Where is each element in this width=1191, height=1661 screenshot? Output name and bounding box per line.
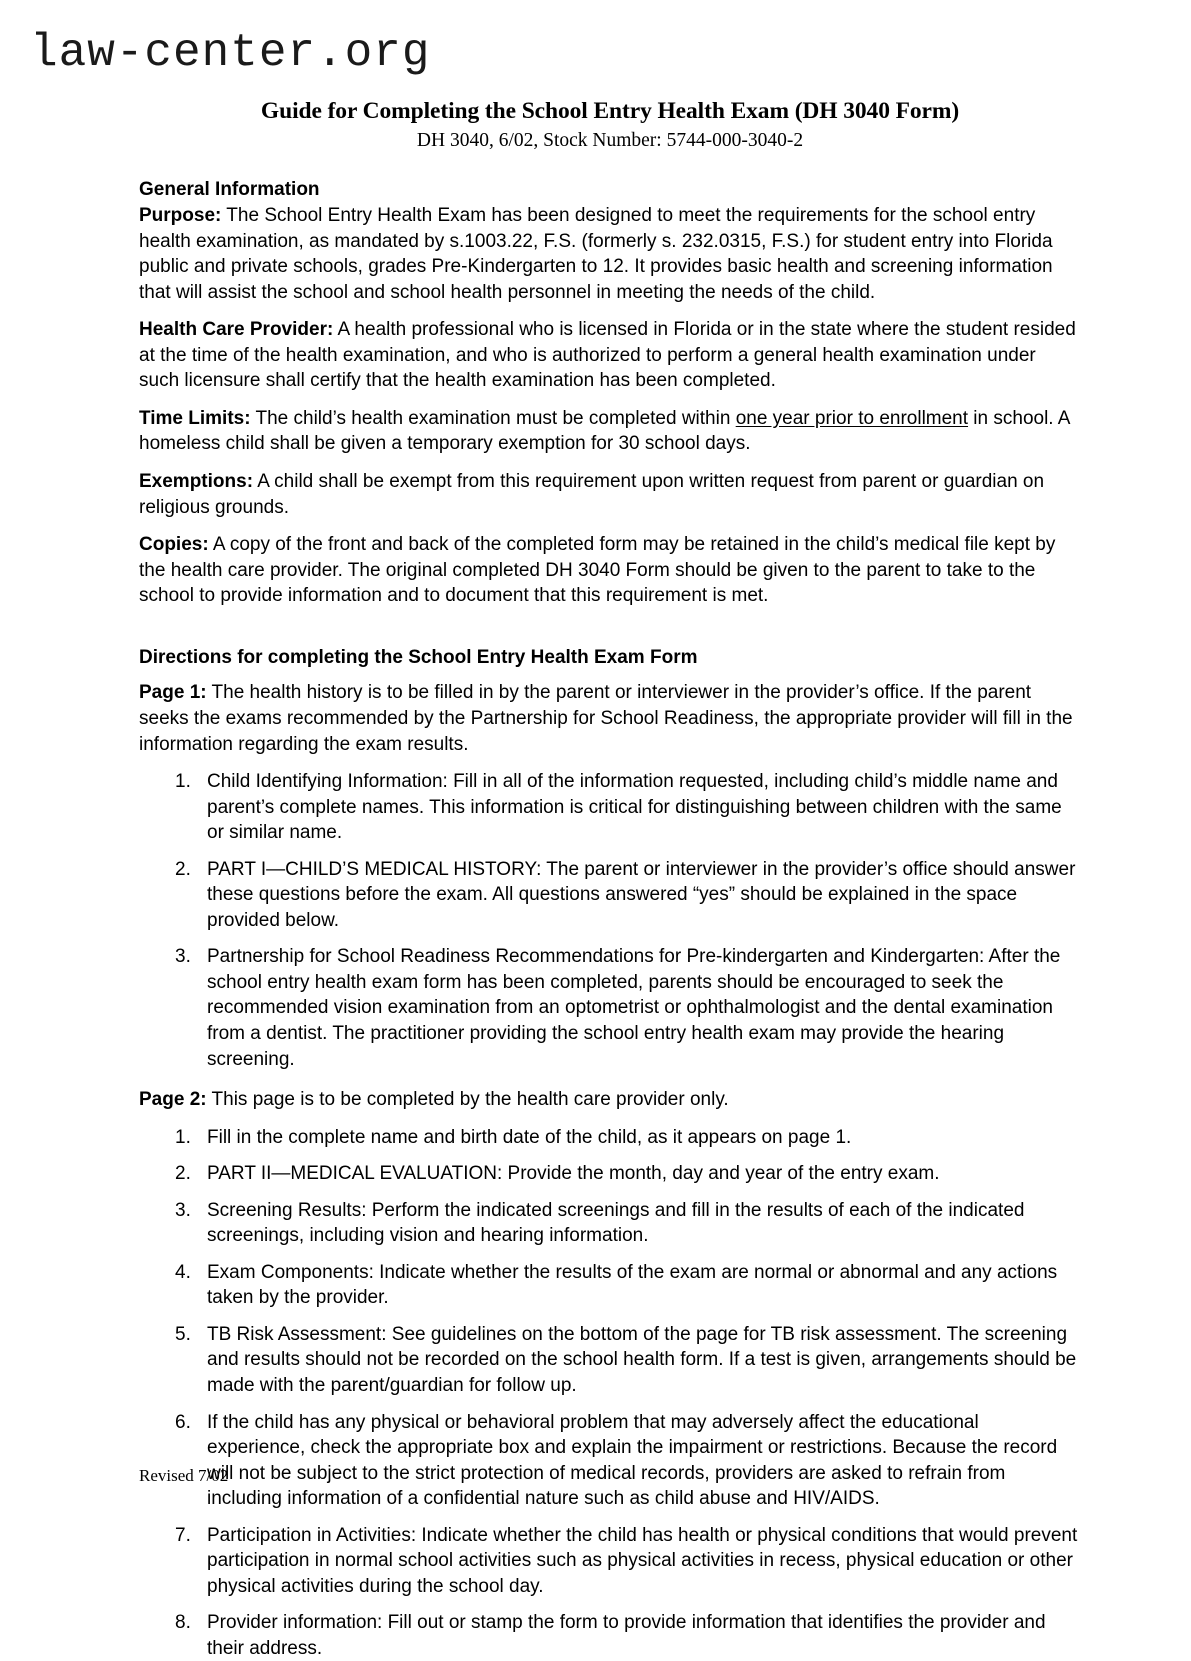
list-item-number: 1. (175, 771, 191, 793)
paragraph-copies (139, 532, 1081, 609)
heading-general-information: General Information (139, 179, 320, 201)
list-item (139, 1410, 1081, 1512)
list-item (139, 769, 1081, 846)
paragraph-page-1 (139, 680, 1081, 757)
site-watermark: law-center.org (30, 27, 431, 79)
paragraph-health-care-provider-label: Health Care Provider: (139, 319, 334, 341)
paragraph-exemptions-label: Exemptions: (139, 471, 254, 493)
paragraph-purpose (139, 203, 1081, 305)
list-item-text: Child Identifying Information: Fill in all of the information requested, including child’s middle name and parent’s complete names. This information is critical for distinguishing between children with the same or similar name. (207, 771, 1062, 844)
list-page-1-instructions (139, 769, 1081, 1072)
heading-directions: Directions for completing the School Entry Health Exam Form (139, 646, 698, 668)
list-item-text: If the child has any physical or behavioral problem that may adversely affect the educational experience, check the appropriate box and explain the impairment or restrictions. Because the record will not be subject to the strict protection of medical records, providers are asked to refrain from including information of a confidential nature such as child abuse and HIV/AIDS. (207, 1411, 1058, 1510)
paragraph-page-2-label: Page 2: (139, 1089, 207, 1111)
list-item-text: Screening Results: Perform the indicated screenings and fill in the results of each of the indicated screenings, including vision and hearing information. (207, 1199, 1025, 1247)
paragraph-copies-label: Copies: (139, 534, 209, 556)
document-header (139, 98, 1081, 152)
paragraph-time-limits-text-post: in school. A homeless child shall be given a temporary exemption for 30 school days. (139, 407, 1070, 455)
list-item-number: 6. (175, 1411, 191, 1433)
list-item-number: 7. (175, 1524, 191, 1546)
list-item-number: 3. (175, 946, 191, 968)
list-item (139, 944, 1081, 1072)
paragraph-purpose-text: The School Entry Health Exam has been designed to meet the requirements for the school entry health examination, as mandated by s.1003.22, F.S. (formerly s. 232.0315, F.S.) for student entry into Florida public and private schools, grades Pre-Kindergarten to 12. It provides basic health and screening information that will assist the school and school health personnel in meeting the needs of the child. (139, 205, 1053, 303)
paragraph-purpose-label: Purpose: (139, 205, 222, 227)
list-item-text: Participation in Activities: Indicate whether the child has health or physical conditions that would prevent participation in normal school activities such as physical activities in recess, physical education or other physical activities during the school day. (207, 1524, 1078, 1597)
list-item (139, 1322, 1081, 1399)
paragraph-page-1-label: Page 1: (139, 682, 207, 704)
list-item (139, 1125, 1081, 1151)
list-item-text: Fill in the complete name and birth date of the child, as it appears on page 1. (207, 1126, 852, 1148)
list-item-number: 3. (175, 1199, 191, 1221)
paragraph-health-care-provider (139, 317, 1081, 394)
list-item-number: 2. (175, 858, 191, 880)
list-item (139, 1161, 1081, 1187)
page-title: Guide for Completing the School Entry Health Exam (DH 3040 Form) (260, 98, 960, 124)
list-item-text: TB Risk Assessment: See guidelines on the bottom of the page for TB risk assessment. The screening and results should not be recorded on the school health form. If a test is given, arrangements should be made with the parent/guardian for follow up. (207, 1323, 1077, 1397)
spacer (139, 152, 1081, 178)
paragraph-page-1-text: The health history is to be filled in by the parent or interviewer in the provider’s office. If the parent seeks the exams recommended by the Partnership for School Readiness, the appropriate provider will fill in the information regarding the exam results. (139, 682, 1073, 755)
page-subtitle: DH 3040, 6/02, Stock Number: 5744-000-3040-2 (416, 130, 804, 152)
paragraph-health-care-provider-text: A health professional who is licensed in Florida or in the state where the student resided at the time of the health examination, and who is authorized to perform a general health examination under such licensure shall certify that the health examination has been completed. (139, 319, 1076, 392)
list-item (139, 1523, 1081, 1600)
list-item-number: 8. (175, 1612, 191, 1634)
list-item-text: Provider information: Fill out or stamp the form to provide information that identifies the provider and their address. (207, 1612, 1046, 1659)
list-item-number: 2. (175, 1163, 191, 1185)
paragraph-exemptions (139, 469, 1081, 520)
paragraph-exemptions-text: A child shall be exempt from this requirement upon written request from parent or guardian on religious grounds. (139, 471, 1045, 518)
paragraph-time-limits (139, 406, 1081, 457)
spacer (139, 670, 1081, 680)
paragraph-time-limits-emphasis: one year prior to enrollment (735, 407, 969, 429)
paragraph-copies-text: A copy of the front and back of the completed form may be retained in the child’s medical file kept by the health care provider. The original completed DH 3040 Form should be given to the parent to take to the school to provide information and to document that this requirement is met. (139, 534, 1056, 607)
list-item (139, 1610, 1081, 1661)
spacer (139, 609, 1081, 624)
list-item-number: 4. (175, 1261, 191, 1283)
list-item-text: PART II—MEDICAL EVALUATION: Provide the month, day and year of the entry exam. (207, 1163, 940, 1185)
list-item-text: Exam Components: Indicate whether the results of the exam are normal or abnormal and any actions taken by the provider. (207, 1261, 1058, 1309)
paragraph-page-2-text: This page is to be completed by the health care provider only. (206, 1089, 729, 1111)
footer-revised: Revised 7/02 (139, 1466, 229, 1485)
paragraph-page-2 (139, 1087, 1081, 1113)
list-item-text: PART I—CHILD’S MEDICAL HISTORY: The parent or interviewer in the provider’s office should answer these questions before the exam. All questions answered “yes” should be explained in the space provided below. (207, 858, 1076, 931)
list-page-2-instructions (139, 1125, 1081, 1661)
spacer (139, 1072, 1081, 1087)
document-page (139, 0, 1081, 1661)
paragraph-time-limits-text-pre: The child’s health examination must be completed within (250, 407, 736, 429)
paragraph-time-limits-label: Time Limits: (139, 407, 251, 429)
list-item (139, 1260, 1081, 1311)
list-item (139, 857, 1081, 934)
list-item-number: 5. (175, 1323, 191, 1345)
list-item (139, 1198, 1081, 1249)
list-item-number: 1. (175, 1126, 191, 1148)
list-item-text: Partnership for School Readiness Recommendations for Pre-kindergarten and Kindergarten: After the school entry health exam form has been completed, parents should be encouraged to seek the recommended vision examination from an optometrist or ophthalmologist and the dental examination from a dentist. The practitioner providing the school entry health exam may provide the hearing screening. (207, 946, 1061, 1070)
